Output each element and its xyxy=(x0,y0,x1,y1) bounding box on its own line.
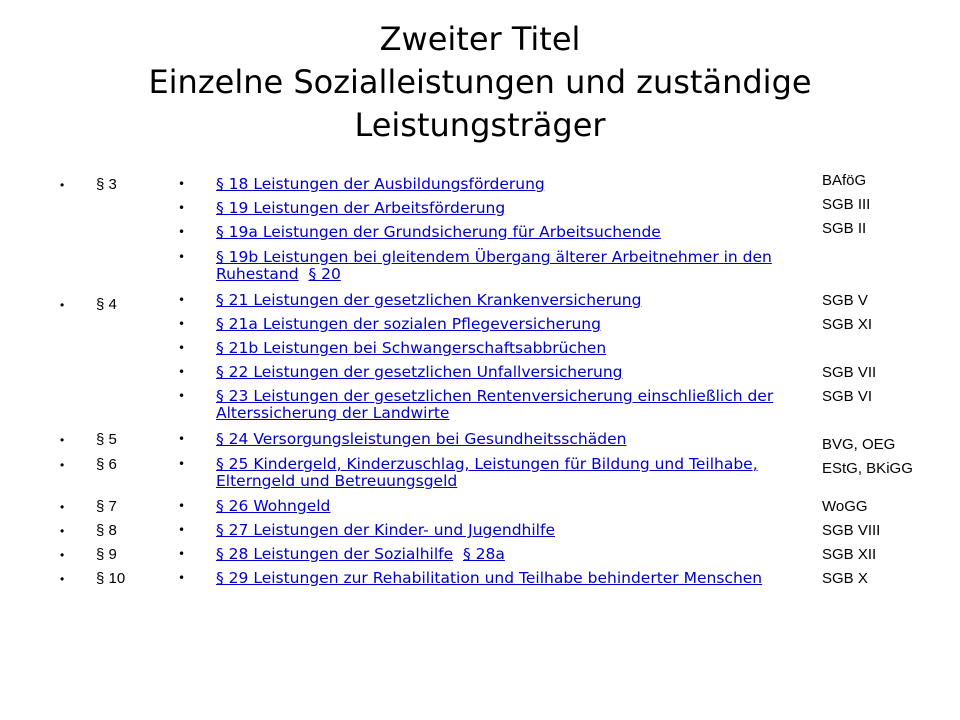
bullet: • xyxy=(178,250,186,264)
law-label: WoGG xyxy=(822,498,868,515)
section-link[interactable]: Ruhestand xyxy=(216,265,299,283)
law-label: BAföG xyxy=(822,172,867,189)
section-link[interactable]: § 23 Leistungen der gesetzlichen Rentenversicherung einschließlich der xyxy=(216,387,774,405)
paragraph-label: § 8 xyxy=(96,522,117,539)
slide-title xyxy=(0,18,960,147)
bullet: • xyxy=(60,572,65,586)
section-link[interactable]: Alterssicherung der Landwirte xyxy=(216,404,450,422)
paragraph-label: § 6 xyxy=(96,456,117,473)
list-item xyxy=(178,430,627,448)
paragraph-label: § 7 xyxy=(96,498,117,515)
paragraph-item xyxy=(60,176,117,194)
bullet: • xyxy=(178,571,186,585)
title-line-3: Leistungsträger xyxy=(354,106,606,144)
law-label: SGB XII xyxy=(822,546,877,563)
bullet: • xyxy=(60,433,65,447)
paragraph-label: § 4 xyxy=(96,296,117,313)
paragraph-item xyxy=(60,522,117,540)
paragraph-item xyxy=(60,431,117,449)
list-item xyxy=(178,315,601,333)
section-link[interactable]: § 19a Leistungen der Grundsicherung für Arbeitsuchende xyxy=(216,223,661,241)
paragraph-item xyxy=(60,498,117,516)
section-link[interactable]: § 26 Wohngeld xyxy=(216,497,331,515)
section-link[interactable]: § 19b Leistungen bei gleitendem Übergang älterer Arbeitnehmer in den xyxy=(216,248,772,266)
section-link-extra[interactable]: § 28a xyxy=(463,545,505,563)
section-link[interactable]: § 21a Leistungen der sozialen Pflegeversicherung xyxy=(216,315,601,333)
section-link[interactable]: § 18 Leistungen der Ausbildungsförderung xyxy=(216,175,545,193)
list-item xyxy=(178,339,607,357)
bullet: • xyxy=(60,500,65,514)
list-item xyxy=(178,569,763,587)
bullet: • xyxy=(178,547,186,561)
list-item xyxy=(178,363,623,381)
paragraph-item xyxy=(60,296,117,314)
list-item xyxy=(178,223,661,241)
bullet: • xyxy=(178,177,186,191)
law-label: SGB XI xyxy=(822,316,873,333)
bullet: • xyxy=(178,341,186,355)
title-line-2: Einzelne Sozialleistungen und zuständige xyxy=(148,63,812,101)
bullet: • xyxy=(178,432,186,446)
section-link[interactable]: § 24 Versorgungsleistungen bei Gesundheitsschäden xyxy=(216,430,627,448)
bullet: • xyxy=(60,458,65,472)
bullet: • xyxy=(178,365,186,379)
law-label: SGB III xyxy=(822,196,871,213)
law-label: SGB X xyxy=(822,570,868,587)
bullet: • xyxy=(178,389,186,403)
law-label: EStG, BKiGG xyxy=(822,460,913,477)
bullet: • xyxy=(60,178,65,192)
paragraph-label: § 10 xyxy=(96,570,126,587)
bullet: • xyxy=(178,317,186,331)
bullet: • xyxy=(178,523,186,537)
list-item xyxy=(178,199,506,217)
list-item xyxy=(178,291,642,309)
paragraph-label: § 9 xyxy=(96,546,117,563)
list-item xyxy=(178,248,772,283)
list-item xyxy=(178,521,555,539)
paragraph-item xyxy=(60,570,126,588)
section-link[interactable]: § 19 Leistungen der Arbeitsförderung xyxy=(216,199,506,217)
section-link[interactable]: § 28 Leistungen der Sozialhilfe xyxy=(216,545,454,563)
list-item xyxy=(178,175,545,193)
bullet: • xyxy=(178,201,186,215)
paragraph-item xyxy=(60,546,117,564)
list-item xyxy=(178,455,758,490)
law-label: SGB V xyxy=(822,292,868,309)
bullet: • xyxy=(60,298,65,312)
bullet: • xyxy=(60,524,65,538)
bullet: • xyxy=(178,499,186,513)
list-item xyxy=(178,545,505,563)
paragraph-label: § 5 xyxy=(96,431,117,448)
section-link[interactable]: § 21 Leistungen der gesetzlichen Krankenversicherung xyxy=(216,291,642,309)
law-label: SGB VI xyxy=(822,388,873,405)
law-label: BVG, OEG xyxy=(822,436,896,453)
section-link[interactable]: Elterngeld und Betreuungsgeld xyxy=(216,472,458,490)
section-link[interactable]: § 29 Leistungen zur Rehabilitation und Teilhabe behinderter Menschen xyxy=(216,569,763,587)
bullet: • xyxy=(178,457,186,471)
section-link[interactable]: § 21b Leistungen bei Schwangerschaftsabbrüchen xyxy=(216,339,607,357)
title-line-1: Zweiter Titel xyxy=(379,20,581,58)
bullet: • xyxy=(178,225,186,239)
law-label: SGB II xyxy=(822,220,867,237)
paragraph-item xyxy=(60,456,117,474)
list-item xyxy=(178,497,331,515)
bullet: • xyxy=(178,293,186,307)
section-link-extra[interactable]: § 20 xyxy=(308,265,341,283)
section-link[interactable]: § 25 Kindergeld, Kinderzuschlag, Leistungen für Bildung und Teilhabe, xyxy=(216,455,758,473)
section-link[interactable]: § 22 Leistungen der gesetzlichen Unfallversicherung xyxy=(216,363,623,381)
law-label: SGB VII xyxy=(822,364,877,381)
section-link[interactable]: § 27 Leistungen der Kinder- und Jugendhilfe xyxy=(216,521,555,539)
law-label: SGB VIII xyxy=(822,522,881,539)
list-item xyxy=(178,387,774,422)
bullet: • xyxy=(60,548,65,562)
paragraph-label: § 3 xyxy=(96,176,117,193)
